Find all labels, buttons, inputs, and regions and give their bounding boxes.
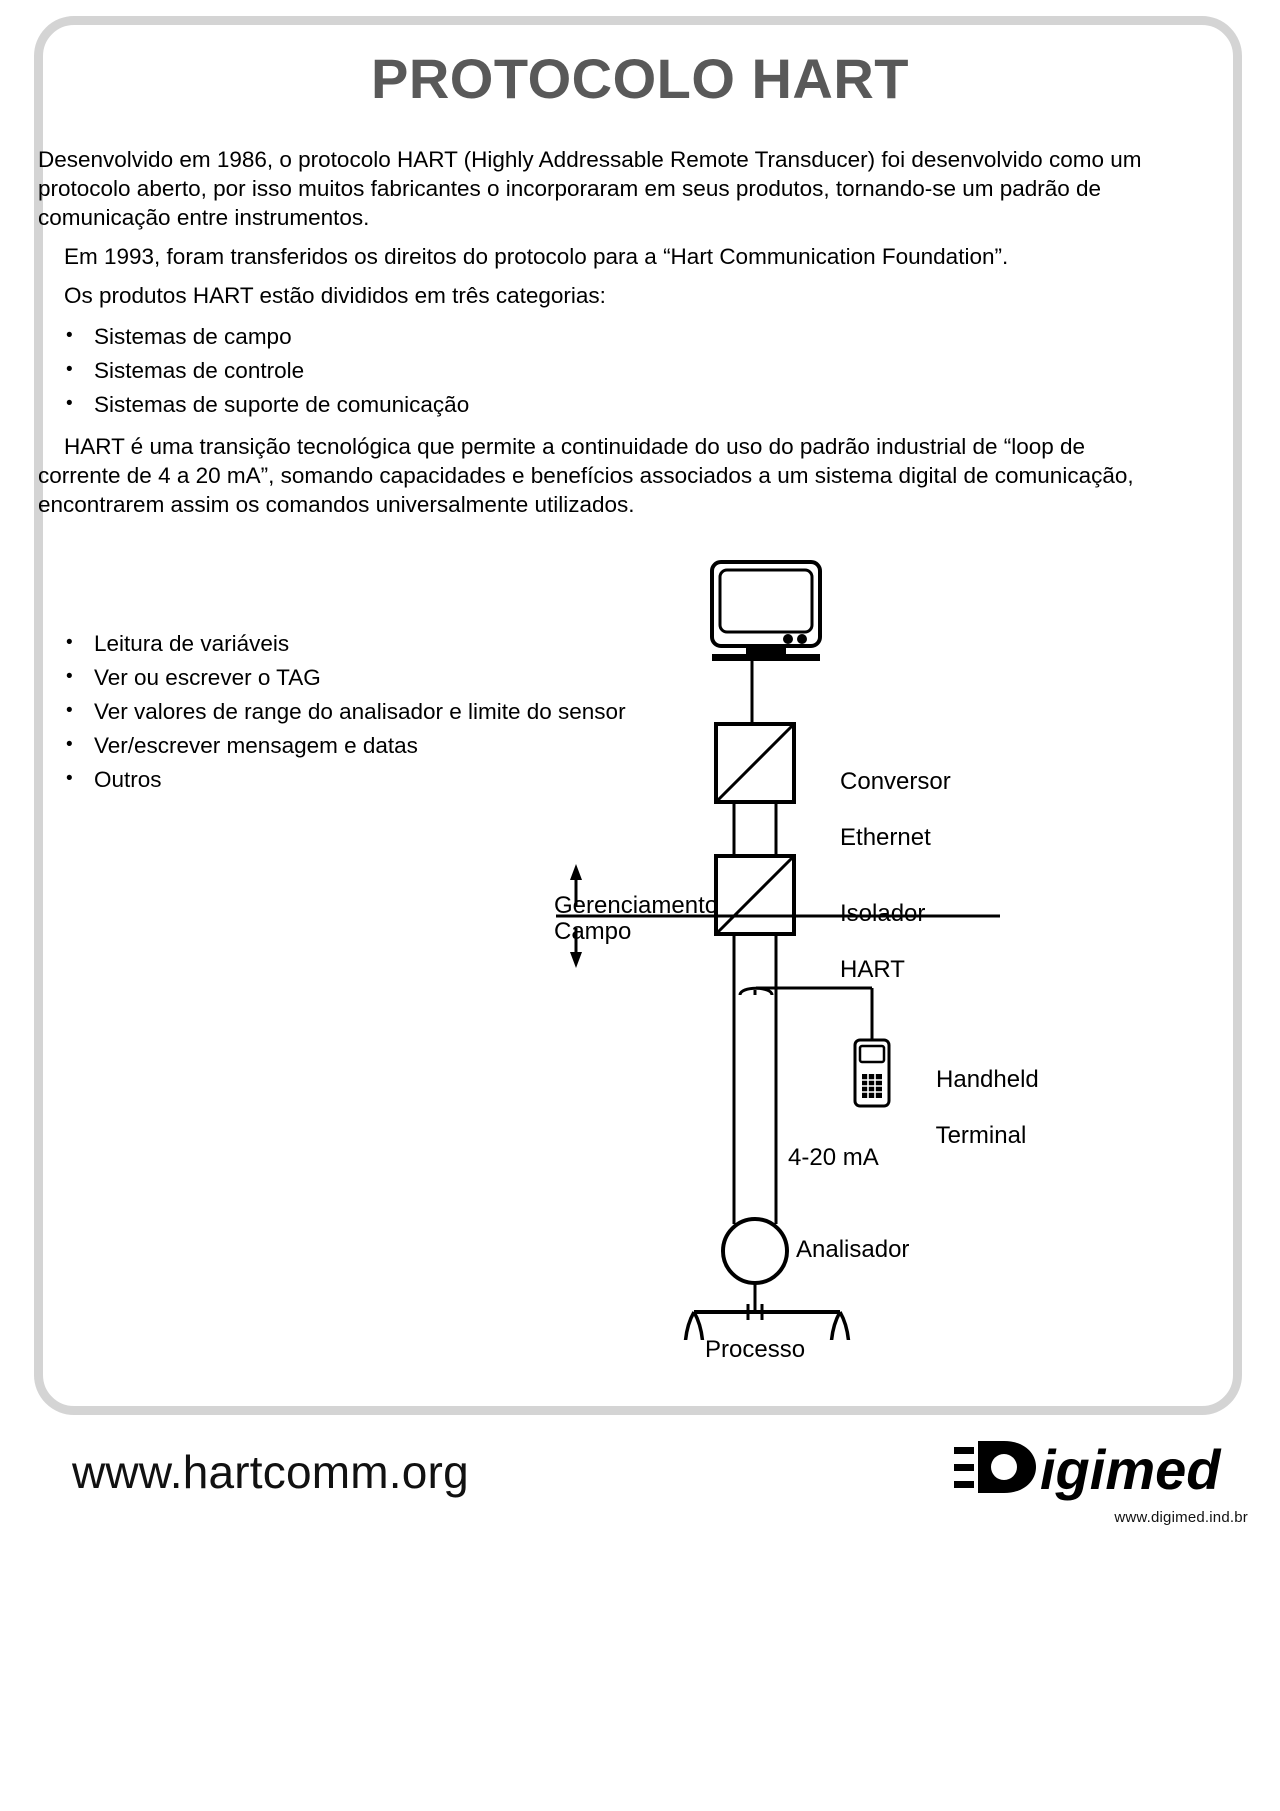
label-isolador: Isolador HART bbox=[840, 900, 926, 983]
paragraph-categorias: Os produtos HART estão divididos em três categorias: bbox=[64, 283, 606, 308]
hart-system-diagram bbox=[500, 540, 1120, 1363]
isolator-block bbox=[716, 856, 794, 934]
categories-list bbox=[38, 320, 1158, 422]
list-item: • Sistemas de controle bbox=[38, 354, 1158, 388]
list-item: • Sistemas de campo bbox=[38, 320, 1158, 354]
handheld-terminal-icon bbox=[855, 1040, 889, 1106]
label-analisador: Analisador bbox=[796, 1236, 910, 1263]
label-current-loop: 4-20 mA bbox=[788, 1144, 879, 1171]
digimed-url: www.digimed.ind.br bbox=[1114, 1509, 1248, 1526]
list-item: • Ver valores de range do analisador e limite do sensor bbox=[38, 695, 678, 729]
label-handheld: Handheld Terminal bbox=[935, 1066, 1039, 1149]
text-column bbox=[38, 145, 1158, 529]
paragraph-transicao: HART é uma transição tecnológica que permite a continuidade do uso do padrão industrial de “loop de corrente de 4 a 20 mA”, somando capacidades e benefícios associados a um sistema digital de comunicação, encontrarem assim os comandos universalmente utilizados. bbox=[38, 434, 1134, 517]
list-item: • Ver ou escrever o TAG bbox=[38, 661, 678, 695]
label-processo: Processo bbox=[705, 1336, 806, 1363]
list-item: • Outros bbox=[38, 763, 678, 797]
label-gerenciamento: Gerenciamento bbox=[554, 892, 719, 919]
list-item: • Leitura de variáveis bbox=[38, 627, 678, 661]
paragraph-intro: Desenvolvido em 1986, o protocolo HART (Highly Addressable Remote Transducer) foi desenvolvido como um protocolo aberto, por isso muitos fabricantes o incorporaram em seus produtos, tornando-se um padrão de comunicação entre instrumentos. bbox=[38, 147, 1142, 230]
page-title: PROTOCOLO HART bbox=[371, 47, 909, 110]
list-item: • Ver/escrever mensagem e datas bbox=[38, 729, 678, 763]
hartcomm-url: www.hartcomm.org bbox=[72, 1446, 469, 1498]
label-conversor: Conversor Ethernet bbox=[840, 768, 951, 851]
analyser-circle bbox=[723, 1219, 787, 1283]
page-footer bbox=[0, 1425, 1280, 1575]
converter-block bbox=[716, 724, 794, 802]
list-item: • Sistemas de suporte de comunicação bbox=[38, 388, 1158, 422]
paragraph-1993: Em 1993, foram transferidos os direitos do protocolo para a “Hart Communication Foundation”. bbox=[64, 244, 1009, 269]
monitor-icon bbox=[712, 562, 820, 661]
label-campo: Campo bbox=[554, 918, 632, 945]
digimed-logo bbox=[952, 1433, 1252, 1526]
digimed-wordmark: igimed bbox=[1040, 1438, 1221, 1501]
